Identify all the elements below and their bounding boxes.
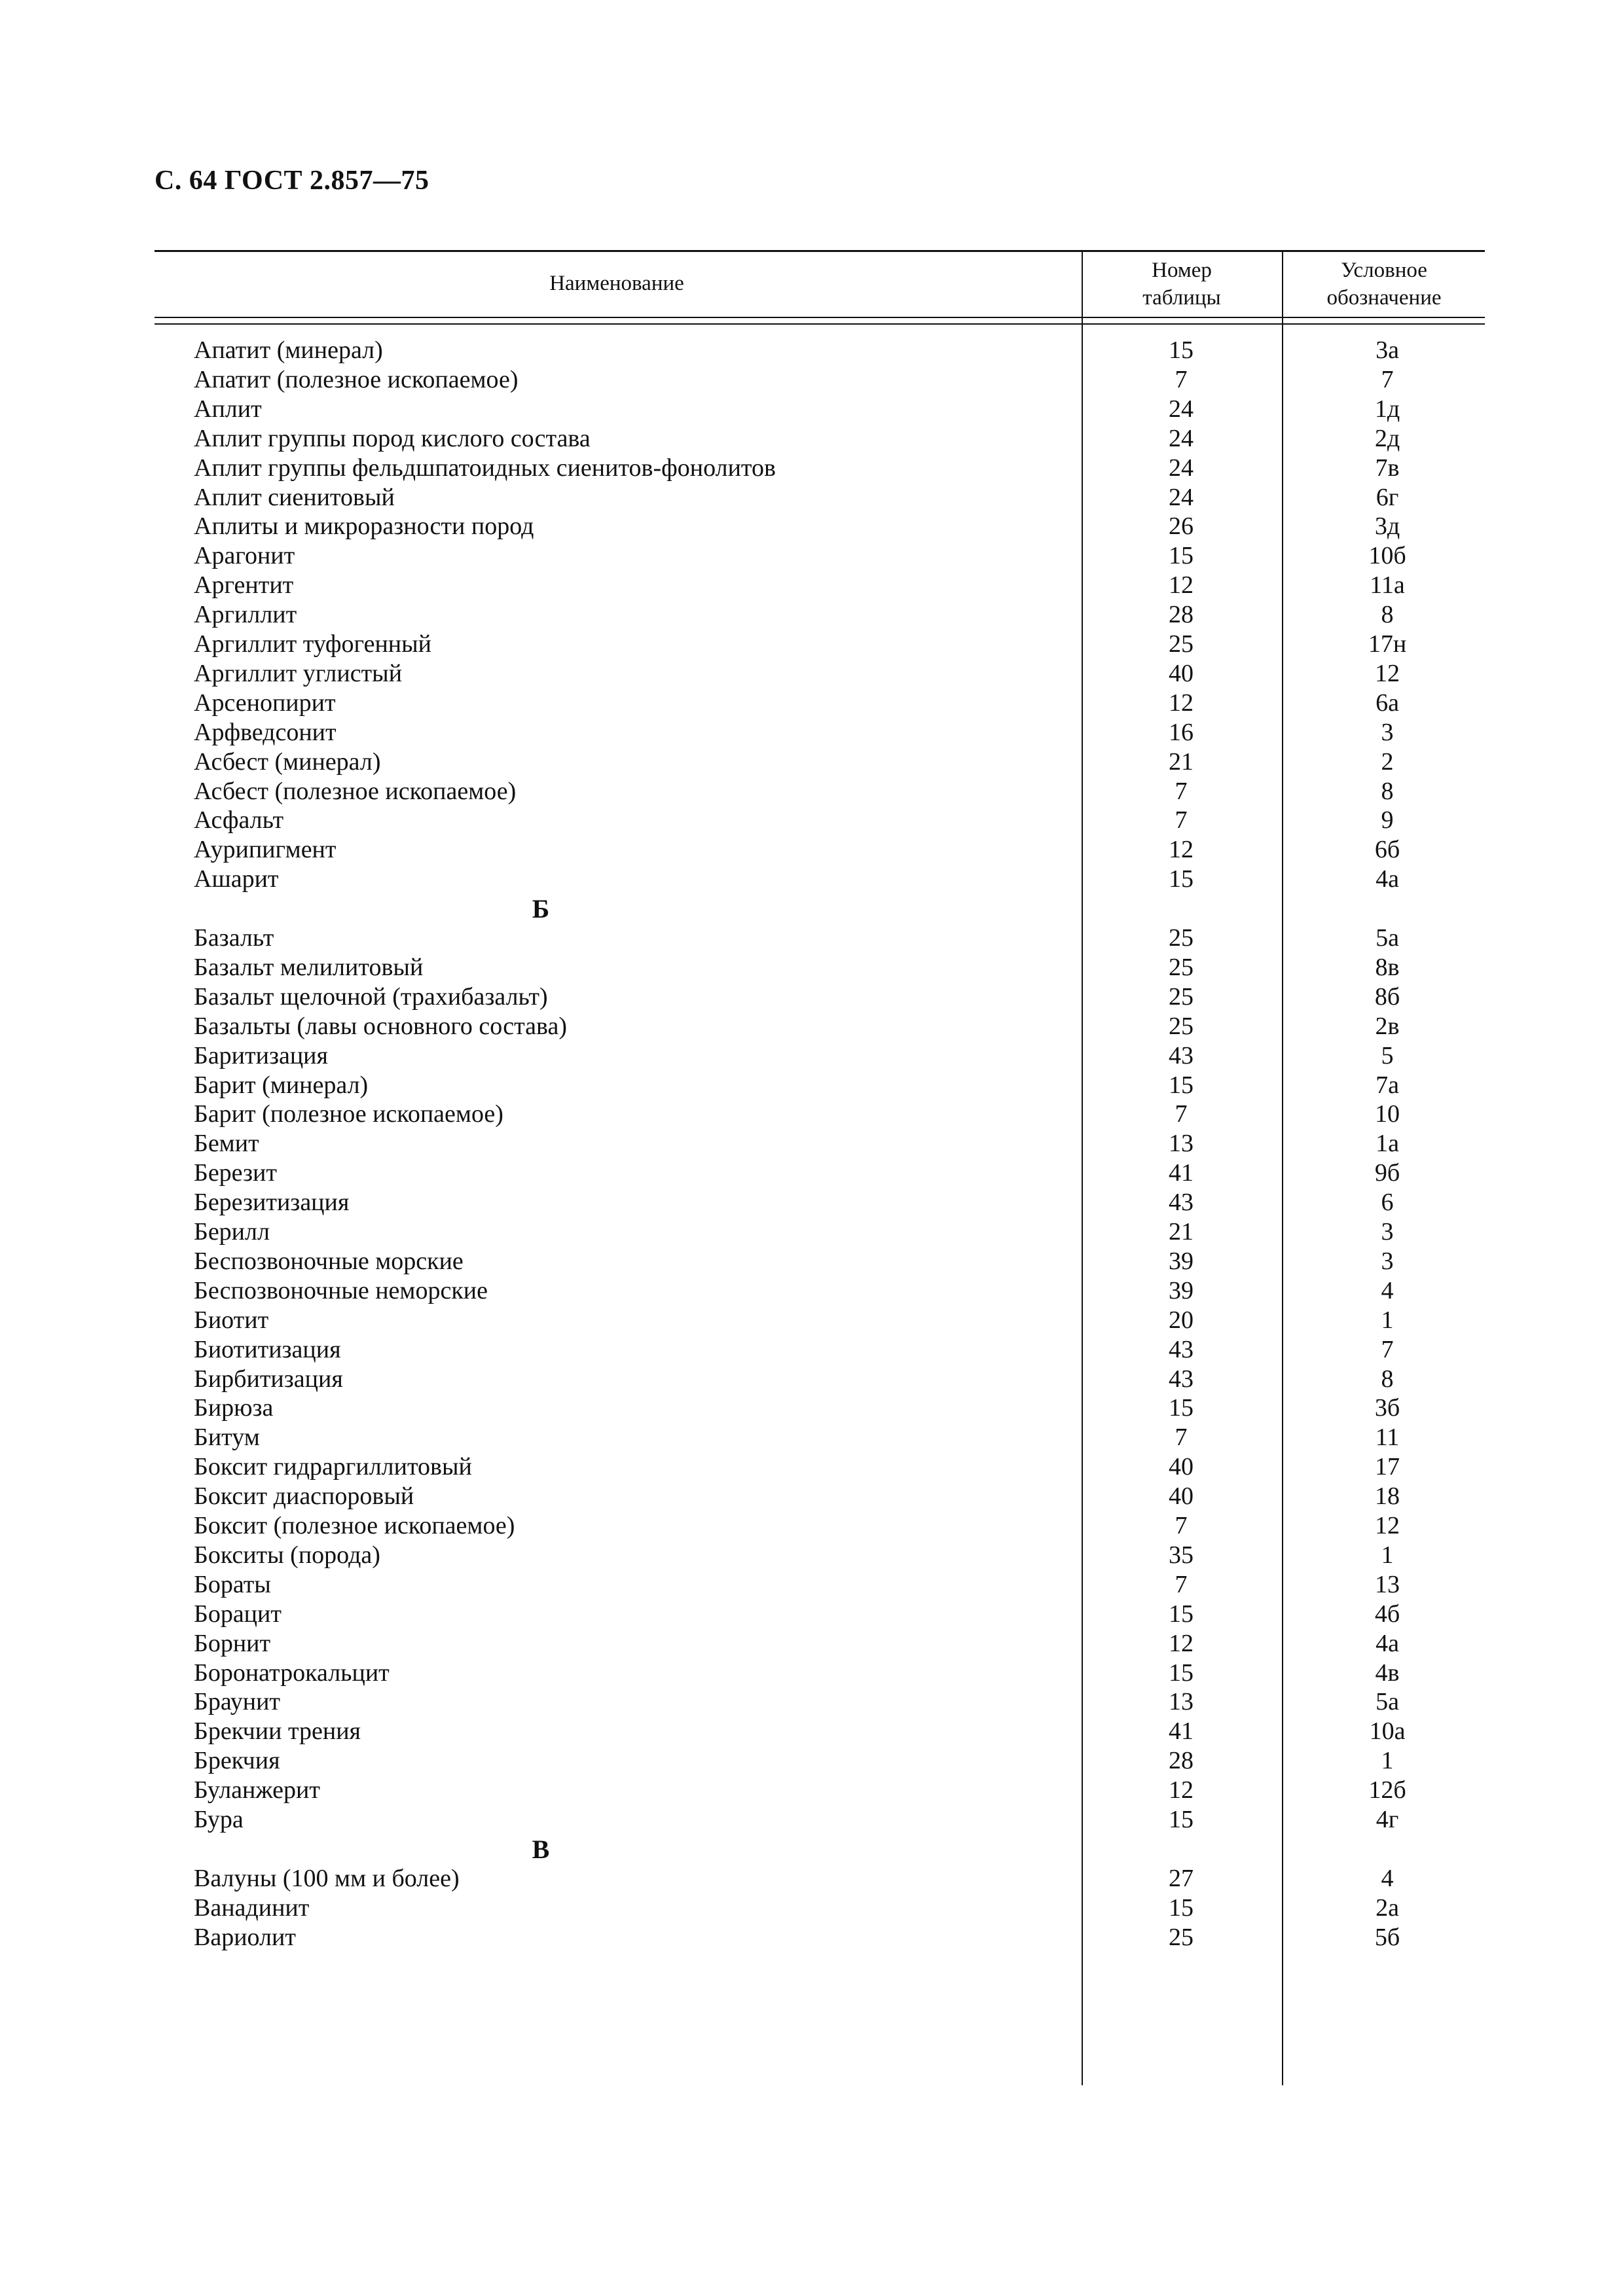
row-table-number: 40 <box>1169 1453 1194 1480</box>
row-symbol: 5а <box>1376 1688 1399 1715</box>
row-table-number: 12 <box>1169 1776 1194 1804</box>
row-table-number: 40 <box>1169 1482 1194 1510</box>
table-row <box>0 1129 1623 1158</box>
row-symbol: 18 <box>1375 1482 1400 1510</box>
row-table-number: 24 <box>1169 395 1194 423</box>
row-name: Апатит (полезное ископаемое) <box>194 366 519 393</box>
row-name: Аргиллит туфогенный <box>194 630 432 658</box>
row-name: Бокситы (порода) <box>194 1541 380 1569</box>
row-table-number: 39 <box>1169 1277 1194 1304</box>
table-row <box>0 1659 1623 1688</box>
row-table-number: 7 <box>1175 1512 1188 1539</box>
row-symbol: 2д <box>1374 425 1400 452</box>
row-name: Березит <box>194 1159 277 1187</box>
row-table-number: 25 <box>1169 924 1194 952</box>
row-name: Вариолит <box>194 1924 296 1951</box>
column-header-number-line1: Номер <box>1152 259 1212 282</box>
table-row <box>0 835 1623 865</box>
row-symbol: 7 <box>1381 366 1394 393</box>
row-symbol: 7 <box>1381 1336 1394 1363</box>
table-row <box>0 1188 1623 1217</box>
table-row <box>0 454 1623 483</box>
table-row <box>0 747 1623 777</box>
row-symbol: 3б <box>1374 1394 1400 1422</box>
row-table-number: 41 <box>1169 1159 1194 1187</box>
row-symbol: 8 <box>1381 778 1394 805</box>
section-letter: В <box>532 1835 550 1864</box>
row-symbol: 3д <box>1374 512 1400 540</box>
table-row <box>0 1600 1623 1629</box>
row-name: Базальт мелилитовый <box>194 954 424 981</box>
row-symbol: 4г <box>1376 1806 1399 1833</box>
row-symbol: 12 <box>1375 1512 1400 1539</box>
row-table-number: 27 <box>1169 1865 1194 1892</box>
table-row <box>0 1012 1623 1041</box>
table-row <box>0 1541 1623 1570</box>
row-table-number: 15 <box>1169 1071 1194 1099</box>
row-table-number: 7 <box>1175 778 1188 805</box>
row-table-number: 12 <box>1169 1630 1194 1657</box>
row-table-number: 24 <box>1169 454 1194 482</box>
table-row <box>0 982 1623 1012</box>
table-row <box>0 1629 1623 1659</box>
row-name: Баритизация <box>194 1042 328 1069</box>
row-symbol: 5б <box>1374 1924 1400 1951</box>
table-row <box>0 777 1623 806</box>
row-table-number: 16 <box>1169 719 1194 746</box>
table-row <box>0 336 1623 365</box>
row-symbol: 5 <box>1381 1042 1394 1069</box>
row-symbol: 8 <box>1381 601 1394 628</box>
row-table-number: 43 <box>1169 1189 1194 1216</box>
column-header-symbol-line2: обозначение <box>1326 286 1442 310</box>
row-name: Аргиллит углистый <box>194 660 403 687</box>
row-table-number: 7 <box>1175 1424 1188 1451</box>
row-table-number: 43 <box>1169 1336 1194 1363</box>
row-symbol: 1 <box>1381 1541 1394 1569</box>
table-row <box>0 1893 1623 1923</box>
row-symbol: 1 <box>1381 1306 1394 1334</box>
row-name: Боксит гидраргиллитовый <box>194 1453 472 1480</box>
row-name: Бирюза <box>194 1394 274 1422</box>
table-row <box>0 1335 1623 1365</box>
row-symbol: 3 <box>1381 1218 1394 1246</box>
row-symbol: 7а <box>1376 1071 1399 1099</box>
row-symbol: 4б <box>1374 1600 1400 1628</box>
row-name: Базальт щелочной (трахибазальт) <box>194 983 548 1011</box>
row-table-number: 25 <box>1169 954 1194 981</box>
row-symbol: 1д <box>1374 395 1400 423</box>
table-row <box>0 1276 1623 1306</box>
row-symbol: 1а <box>1376 1130 1399 1157</box>
row-name: Боксит диаспоровый <box>194 1482 414 1510</box>
row-symbol: 4в <box>1375 1659 1400 1687</box>
page-header: С. 64 ГОСТ 2.857—75 <box>155 166 429 196</box>
row-symbol: 11а <box>1370 571 1405 599</box>
row-name: Аплиты и микроразности пород <box>194 512 534 540</box>
row-table-number: 28 <box>1169 601 1194 628</box>
row-symbol: 10 <box>1375 1100 1400 1128</box>
table-row <box>0 1365 1623 1394</box>
row-name: Арагонит <box>194 542 295 569</box>
row-table-number: 15 <box>1169 542 1194 569</box>
row-symbol: 12б <box>1368 1776 1406 1804</box>
row-symbol: 4а <box>1376 865 1399 893</box>
row-name: Биотитизация <box>194 1336 341 1363</box>
row-table-number: 21 <box>1169 1218 1194 1246</box>
row-table-number: 39 <box>1169 1247 1194 1275</box>
row-symbol: 6а <box>1376 689 1399 717</box>
row-name: Валуны (100 мм и более) <box>194 1865 460 1892</box>
row-symbol: 5а <box>1376 924 1399 952</box>
row-table-number: 15 <box>1169 336 1194 364</box>
row-table-number: 13 <box>1169 1688 1194 1715</box>
row-table-number: 12 <box>1169 836 1194 863</box>
row-name: Беспозвоночные морские <box>194 1247 464 1275</box>
row-symbol: 6 <box>1381 1189 1394 1216</box>
table-row <box>0 1217 1623 1247</box>
table-row <box>0 1570 1623 1600</box>
table-row <box>0 630 1623 659</box>
table-row <box>0 1100 1623 1129</box>
row-name: Барит (минерал) <box>194 1071 369 1099</box>
row-table-number: 15 <box>1169 1806 1194 1833</box>
row-table-number: 15 <box>1169 1394 1194 1422</box>
row-name: Боронатрокальцит <box>194 1659 390 1687</box>
row-name: Бемит <box>194 1130 259 1157</box>
table-row <box>0 600 1623 630</box>
row-table-number: 13 <box>1169 1130 1194 1157</box>
row-table-number: 24 <box>1169 425 1194 452</box>
row-name: Березитизация <box>194 1189 350 1216</box>
table-row <box>0 1717 1623 1746</box>
row-table-number: 7 <box>1175 1571 1188 1598</box>
row-table-number: 15 <box>1169 865 1194 893</box>
row-name: Аргиллит <box>194 601 297 628</box>
table-row <box>0 1511 1623 1541</box>
row-table-number: 15 <box>1169 1659 1194 1687</box>
column-header-name: Наименование <box>549 272 684 295</box>
row-name: Брекчии трения <box>194 1717 361 1745</box>
table-row <box>0 865 1623 894</box>
row-symbol: 12 <box>1375 660 1400 687</box>
row-name: Боксит (полезное ископаемое) <box>194 1512 515 1539</box>
row-symbol: 8 <box>1381 1365 1394 1393</box>
row-table-number: 7 <box>1175 366 1188 393</box>
table-row <box>0 924 1623 953</box>
table-row <box>0 365 1623 395</box>
row-table-number: 25 <box>1169 1013 1194 1040</box>
row-symbol: 11 <box>1375 1424 1400 1451</box>
row-name: Барит (полезное ископаемое) <box>194 1100 503 1128</box>
row-symbol: 4 <box>1381 1277 1394 1304</box>
row-name: Аплит группы фельдшпатоидных сиенитов-фонолитов <box>194 454 776 482</box>
table-row <box>0 1687 1623 1717</box>
row-name: Асбест (полезное ископаемое) <box>194 778 517 805</box>
table-row <box>0 1805 1623 1835</box>
row-table-number: 40 <box>1169 660 1194 687</box>
row-name: Ванадинит <box>194 1894 310 1922</box>
row-table-number: 25 <box>1169 983 1194 1011</box>
row-name: Бура <box>194 1806 244 1833</box>
row-symbol: 2 <box>1381 748 1394 776</box>
row-name: Аплит <box>194 395 262 423</box>
table-row <box>0 1071 1623 1100</box>
row-table-number: 12 <box>1169 571 1194 599</box>
table-row <box>0 1482 1623 1511</box>
row-name: Асфальт <box>194 806 284 834</box>
row-name: Аурипигмент <box>194 836 337 863</box>
row-table-number: 7 <box>1175 806 1188 834</box>
section-letter: Б <box>532 894 550 924</box>
row-symbol: 6б <box>1374 836 1400 863</box>
row-name: Аплит сиенитовый <box>194 484 395 511</box>
table-row <box>0 659 1623 689</box>
row-symbol: 2в <box>1375 1013 1400 1040</box>
row-symbol: 10б <box>1368 542 1406 569</box>
column-header-symbol-line1: Условное <box>1341 259 1427 282</box>
row-symbol: 17 <box>1375 1453 1400 1480</box>
row-table-number: 15 <box>1169 1894 1194 1922</box>
row-table-number: 20 <box>1169 1306 1194 1334</box>
table-row <box>0 1306 1623 1335</box>
table-row <box>0 953 1623 982</box>
row-symbol: 10а <box>1369 1717 1406 1745</box>
table-row <box>0 571 1623 600</box>
row-name: Арсенопирит <box>194 689 336 717</box>
row-symbol: 3 <box>1381 719 1394 746</box>
row-symbol: 4а <box>1376 1630 1399 1657</box>
row-symbol: 13 <box>1375 1571 1400 1598</box>
row-name: Браунит <box>194 1688 281 1715</box>
row-table-number: 25 <box>1169 630 1194 658</box>
table-row <box>0 1247 1623 1276</box>
row-table-number: 26 <box>1169 512 1194 540</box>
table-row <box>0 1423 1623 1452</box>
row-name: Бораты <box>194 1571 271 1598</box>
row-name: Брекчия <box>194 1747 280 1774</box>
row-table-number: 28 <box>1169 1747 1194 1774</box>
row-name: Арфведсонит <box>194 719 337 746</box>
row-name: Берилл <box>194 1218 270 1246</box>
table-row <box>0 1393 1623 1423</box>
row-name: Аргентит <box>194 571 294 599</box>
table-row <box>0 1776 1623 1805</box>
row-table-number: 7 <box>1175 1100 1188 1128</box>
row-symbol: 9б <box>1374 1159 1400 1187</box>
table-row <box>0 689 1623 718</box>
row-table-number: 21 <box>1169 748 1194 776</box>
row-symbol: 7в <box>1375 454 1400 482</box>
table-row <box>0 1746 1623 1776</box>
row-name: Бирбитизация <box>194 1365 343 1393</box>
column-header-number-line2: таблицы <box>1142 286 1221 310</box>
row-table-number: 25 <box>1169 1924 1194 1951</box>
row-name: Беспозвоночные неморские <box>194 1277 488 1304</box>
row-table-number: 41 <box>1169 1717 1194 1745</box>
row-symbol: 3а <box>1376 336 1399 364</box>
table-row <box>0 424 1623 454</box>
row-table-number: 43 <box>1169 1042 1194 1069</box>
row-name: Борацит <box>194 1600 282 1628</box>
row-symbol: 6г <box>1376 484 1399 511</box>
row-table-number: 35 <box>1169 1541 1194 1569</box>
table-row <box>0 718 1623 747</box>
table-row <box>0 806 1623 835</box>
row-symbol: 17н <box>1368 630 1407 658</box>
row-symbol: 1 <box>1381 1747 1394 1774</box>
row-name: Базальт <box>194 924 274 952</box>
table-row <box>0 395 1623 424</box>
row-symbol: 4 <box>1381 1865 1394 1892</box>
row-symbol: 8в <box>1375 954 1400 981</box>
table-row <box>0 1452 1623 1482</box>
row-name: Ашарит <box>194 865 279 893</box>
table-row <box>0 1864 1623 1893</box>
table-row <box>0 512 1623 541</box>
row-name: Борнит <box>194 1630 271 1657</box>
row-name: Буланжерит <box>194 1776 320 1804</box>
row-symbol: 9 <box>1381 806 1394 834</box>
row-name: Битум <box>194 1424 260 1451</box>
row-symbol: 3 <box>1381 1247 1394 1275</box>
row-table-number: 15 <box>1169 1600 1194 1628</box>
table-row <box>0 1041 1623 1071</box>
row-name: Базальты (лавы основного состава) <box>194 1013 567 1040</box>
row-name: Асбест (минерал) <box>194 748 381 776</box>
row-table-number: 12 <box>1169 689 1194 717</box>
row-symbol: 8б <box>1374 983 1400 1011</box>
table-row <box>0 1923 1623 1952</box>
table-row <box>0 1158 1623 1188</box>
row-symbol: 2а <box>1376 1894 1399 1922</box>
row-name: Биотит <box>194 1306 269 1334</box>
table-row <box>0 483 1623 512</box>
row-name: Аплит группы пород кислого состава <box>194 425 591 452</box>
table-row <box>0 541 1623 571</box>
row-table-number: 24 <box>1169 484 1194 511</box>
row-name: Апатит (минерал) <box>194 336 383 364</box>
row-table-number: 43 <box>1169 1365 1194 1393</box>
